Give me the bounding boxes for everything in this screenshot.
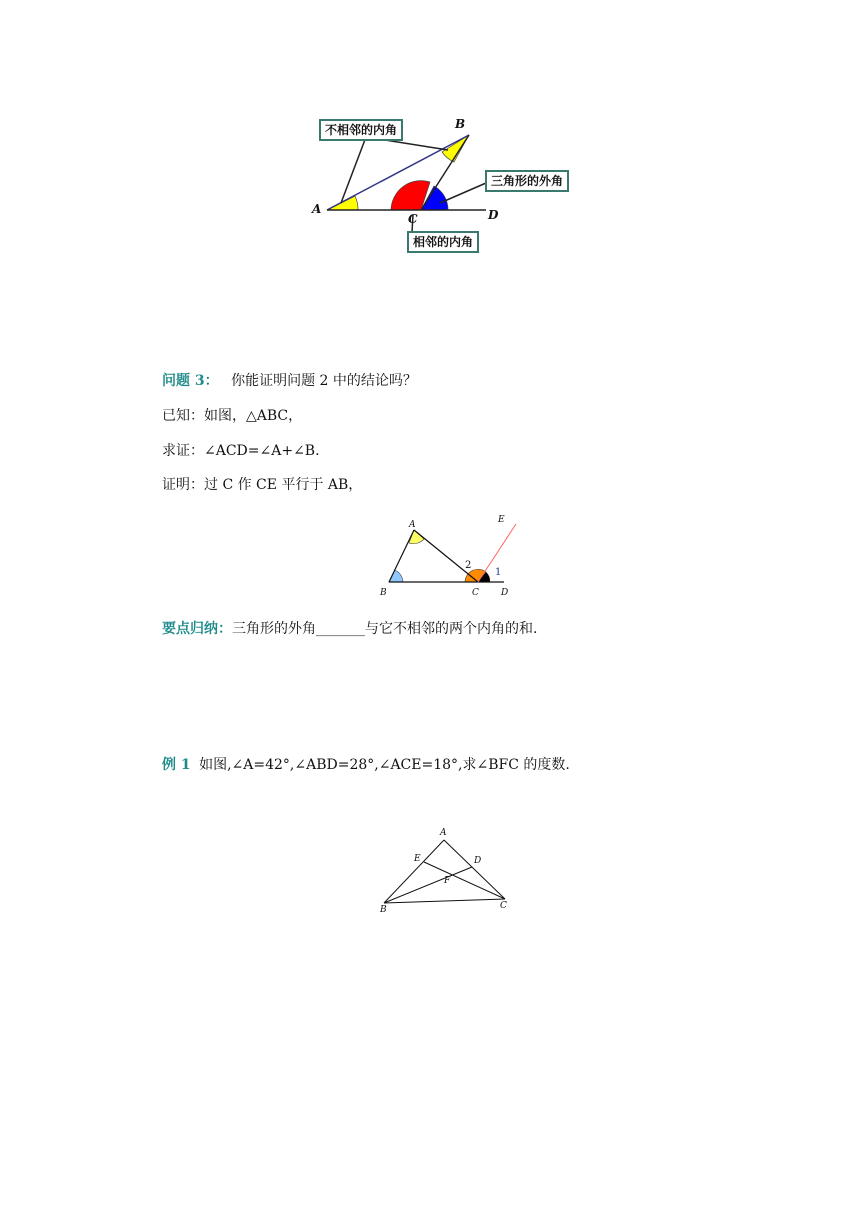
side-bc <box>384 899 505 903</box>
side-ac <box>444 840 505 899</box>
segment-bd <box>384 867 472 903</box>
key-point-blank: _______ <box>316 621 365 637</box>
key-point-text-before: 三角形的外角 <box>232 621 316 637</box>
point-e: E <box>498 515 505 525</box>
point-c: C <box>408 212 418 226</box>
point-b: B <box>380 905 387 915</box>
question-3-text: 你能证明问题 2 中的结论吗？ <box>231 373 417 389</box>
point-c: C <box>500 901 507 911</box>
side-ab <box>384 840 444 903</box>
label-adjacent-angle: 相邻的内角 <box>407 231 479 253</box>
segment-ce <box>424 862 505 899</box>
key-point-text-after: 与它不相邻的两个内角的和. <box>365 621 538 637</box>
point-e: E <box>414 854 421 864</box>
point-a: A <box>409 520 416 530</box>
point-d: D <box>488 208 499 222</box>
example-1-text: 如图,∠A=42°,∠ABD=28°,∠ACE=18°,求∠BFC 的度数. <box>199 757 570 773</box>
given-statement: 已知：如图，△ABC， <box>162 408 303 424</box>
angle-2-label: 2 <box>465 560 472 571</box>
proof-statement: 证明：过 C 作 CE 平行于 AB， <box>162 477 363 493</box>
point-a: A <box>440 828 447 838</box>
point-d: D <box>474 856 482 866</box>
point-f: F <box>444 876 451 886</box>
question-3-label: 问题 3： <box>162 373 219 389</box>
label-exterior-angle: 三角形的外角 <box>485 170 569 192</box>
key-point-label: 要点归纳： <box>162 621 232 637</box>
example-1-label: 例 1 <box>162 757 191 773</box>
point-b: B <box>455 117 466 131</box>
point-c: C <box>472 588 479 598</box>
point-b: B <box>380 588 387 598</box>
angle-1-label: 1 <box>495 567 502 578</box>
prove-statement: 求证：∠ACD=∠A+∠B. <box>162 443 320 459</box>
label-not-adjacent-angle: 不相邻的内角 <box>319 119 403 141</box>
point-a: A <box>312 202 322 216</box>
point-d: D <box>501 588 509 598</box>
